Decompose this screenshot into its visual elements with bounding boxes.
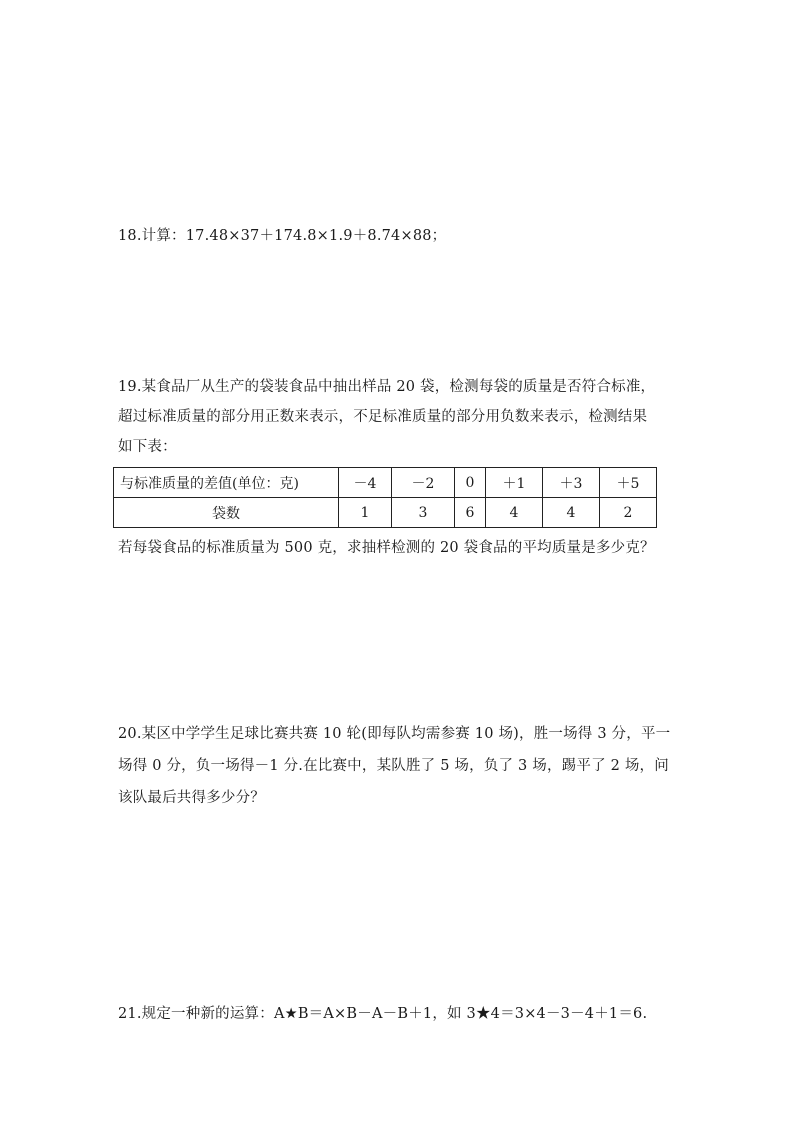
table-cell-count: 6 xyxy=(455,498,486,528)
question-19-line-3: 如下表： xyxy=(118,439,177,455)
question-18-text: 18.计算：17.48×37＋174.8×1.9＋8.74×88； xyxy=(118,228,447,244)
question-19-line-2: 超过标准质量的部分用正数来表示，不足标准质量的部分用负数来表示，检测结果 xyxy=(118,409,648,425)
table-cell-diff: －4 xyxy=(339,468,392,498)
question-20-line-1: 20.某区中学学生足球比赛共赛 10 轮(即每队均需参赛 10 场)，胜一场得 3 分，平一 xyxy=(118,726,671,742)
table-cell-count: 4 xyxy=(486,498,543,528)
table-header-difference: 与标准质量的差值(单位：克) xyxy=(114,468,339,498)
question-20-line-2: 场得 0 分，负一场得－1 分.在比赛中，某队胜了 5 场，负了 3 场，踢平了 2 场，问 xyxy=(118,758,669,774)
table-row xyxy=(114,468,657,498)
question-19-line-4: 若每袋食品的标准质量为 500 克，求抽样检测的 20 袋食品的平均质量是多少克？ xyxy=(118,540,655,556)
quality-difference-table xyxy=(113,467,657,528)
table-cell-diff: ＋3 xyxy=(543,468,600,498)
question-21-text: 21.规定一种新的运算：A★B＝A×B－A－B＋1，如 3★4＝3×4－3－4＋1＝6. xyxy=(118,1006,648,1022)
table-cell-diff: ＋5 xyxy=(600,468,657,498)
table-row xyxy=(114,498,657,528)
table-cell-diff: 0 xyxy=(455,468,486,498)
table-cell-count: 2 xyxy=(600,498,657,528)
table-header-count: 袋数 xyxy=(114,498,339,528)
table-cell-count: 3 xyxy=(392,498,455,528)
question-19-line-1: 19.某食品厂从生产的袋装食品中抽出样品 20 袋，检测每袋的质量是否符合标准， xyxy=(118,379,656,395)
question-20-line-3: 该队最后共得多少分？ xyxy=(118,790,265,806)
table-cell-count: 1 xyxy=(339,498,392,528)
table-cell-count: 4 xyxy=(543,498,600,528)
table-cell-diff: －2 xyxy=(392,468,455,498)
table-cell-diff: ＋1 xyxy=(486,468,543,498)
